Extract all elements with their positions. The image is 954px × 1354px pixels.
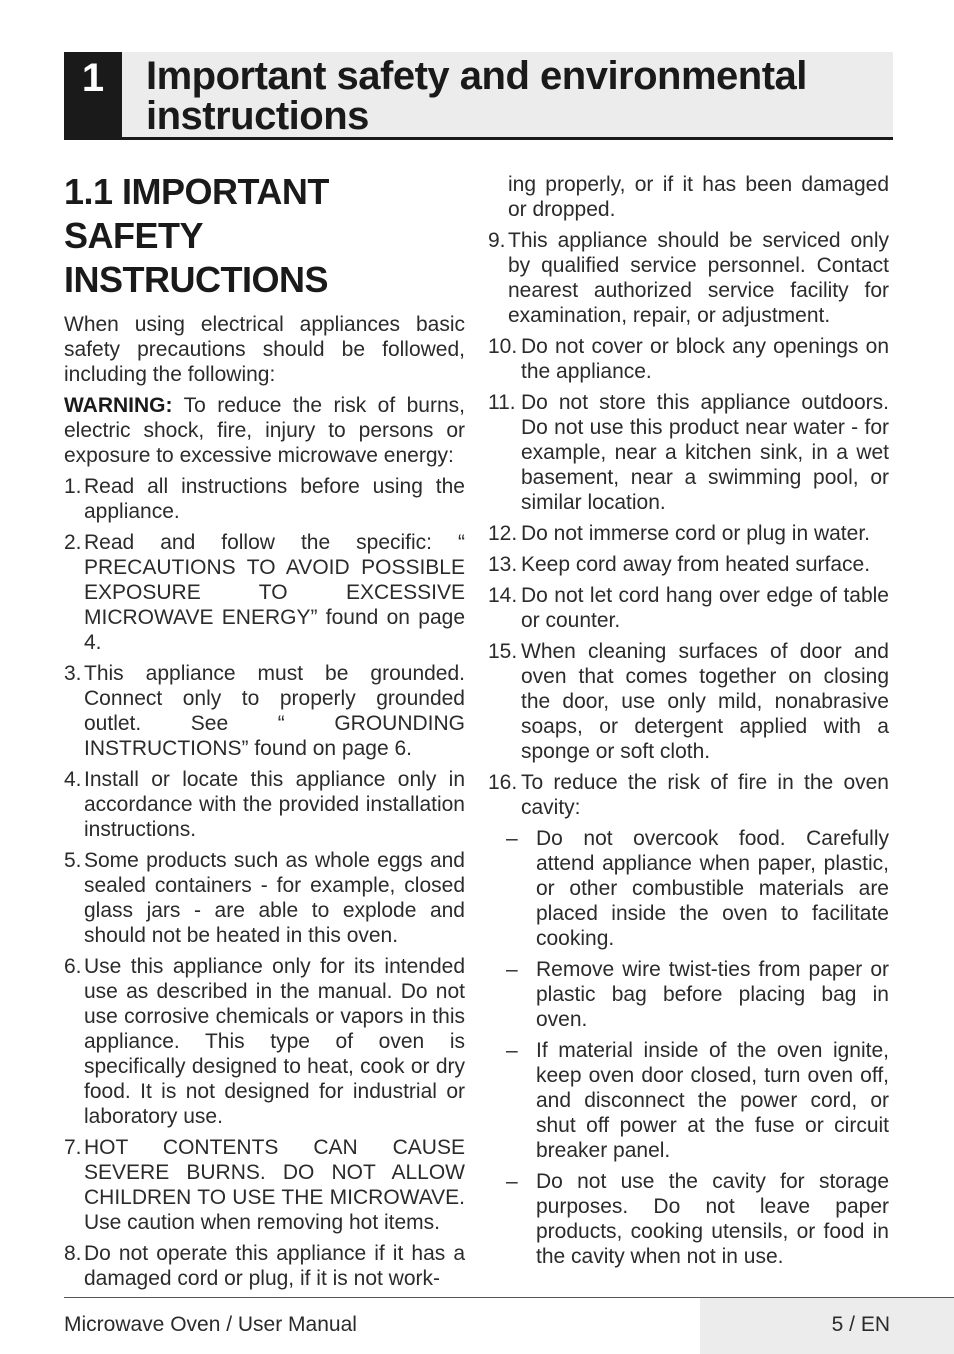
list-item xyxy=(488,334,889,384)
sub-list-item xyxy=(488,1038,889,1163)
item-text: When cleaning surfaces of door and oven that comes together on closing the door, use only mild, nonabrasive soaps, or detergent applied with a sponge or soft cloth. xyxy=(521,640,889,763)
chapter-title: Important safety and environmental instructions xyxy=(146,54,807,138)
item-text: Do not store this appliance outdoors. Do not use this product near water - for example, near a kitchen sink, in a wet basement, near a swimming pool, or similar location. xyxy=(521,391,889,514)
chapter-header xyxy=(64,52,893,140)
item-text: Do not operate this appliance if it has a damaged cord or plug, if it is not work- xyxy=(84,1242,465,1290)
footer-page-box xyxy=(700,1298,954,1354)
warning-paragraph xyxy=(64,393,465,468)
item-number: 7. xyxy=(64,1136,82,1159)
list-item xyxy=(64,767,465,842)
item-number: 2. xyxy=(64,531,82,554)
dash-bullet: – xyxy=(506,827,518,850)
sub-item-text: Do not use the cavity for storage purposes. Do not leave paper products, cooking utensils, or food in the cavity when not in use. xyxy=(536,1170,889,1268)
item-number: 6. xyxy=(64,955,82,978)
sub-list-item xyxy=(488,826,889,951)
footer-title: Microwave Oven / User Manual xyxy=(64,1313,357,1336)
dash-bullet: – xyxy=(506,1039,518,1062)
list-item xyxy=(64,661,465,761)
item-text: Read all instructions before using the appliance. xyxy=(84,475,465,523)
list-item xyxy=(488,770,889,820)
chapter-number: 1 xyxy=(64,52,122,137)
list-item xyxy=(488,521,889,546)
item-text: Use this appliance only for its intended use as described in the manual. Do not use corrosive chemicals or vapors in this appliance. This type of oven is specifically designed to heat, cook or dry food. It is not designed for industrial or laboratory use. xyxy=(84,955,465,1128)
sub-list-item xyxy=(488,1169,889,1269)
item-text: Install or locate this appliance only in accordance with the provided installation instructions. xyxy=(84,768,465,841)
item-number: 4. xyxy=(64,768,82,791)
list-item xyxy=(488,228,889,328)
sub-list xyxy=(488,826,889,1269)
item-number: 11. xyxy=(488,391,516,414)
item-text: To reduce the risk of fire in the oven cavity: xyxy=(521,771,889,819)
safety-list-continued xyxy=(488,228,889,820)
list-item xyxy=(488,639,889,764)
item-number: 5. xyxy=(64,849,82,872)
item-number: 1. xyxy=(64,475,82,498)
item-number: 3. xyxy=(64,662,82,685)
item-text: This appliance should be serviced only by qualified service personnel. Contact nearest authorized service facility for examination, repair, or adjustment. xyxy=(508,229,889,327)
left-column xyxy=(64,170,465,1297)
list-item xyxy=(64,1241,465,1291)
item-number: 16. xyxy=(488,771,518,794)
list-item xyxy=(64,1135,465,1235)
item-text: Read and follow the specific: “ PRECAUTIONS TO AVOID POSSIBLE EXPOSURE TO EXCESSIVE MICROWAVE ENERGY” found on page 4. xyxy=(84,531,465,654)
item-continuation: ing properly, or if it has been damaged or dropped. xyxy=(508,173,889,221)
list-item xyxy=(64,848,465,948)
sub-list-item xyxy=(488,957,889,1032)
item-text: HOT CONTENTS CAN CAUSE SEVERE BURNS. DO NOT ALLOW CHILDREN TO USE THE MICROWAVE. Use caution when removing hot items. xyxy=(84,1136,465,1234)
item-number: 10. xyxy=(488,335,518,358)
sub-item-text: If material inside of the oven ignite, keep oven door closed, turn oven off, and disconnect the power cord, or shut off power at the fuse or circuit breaker panel. xyxy=(536,1039,889,1162)
item-text: Some products such as whole eggs and sealed containers - for example, closed glass jars - are able to explode and should not be heated in this oven. xyxy=(84,849,465,947)
list-item xyxy=(488,390,889,515)
safety-list xyxy=(64,474,465,1291)
item-number: 9. xyxy=(488,229,506,252)
warning-text: To reduce the risk of burns, electric shock, fire, injury to persons or exposure to excessive microwave energy: xyxy=(64,394,465,467)
intro-paragraph: When using electrical appliances basic safety precautions should be followed, including the following: xyxy=(64,313,465,386)
list-item xyxy=(64,954,465,1129)
list-item xyxy=(488,583,889,633)
dash-bullet: – xyxy=(506,1170,518,1193)
item-number: 8. xyxy=(64,1242,82,1265)
item-number: 15. xyxy=(488,640,518,663)
dash-bullet: – xyxy=(506,958,518,981)
sub-item-text: Do not overcook food. Carefully attend appliance when paper, plastic, or other combustible materials are placed inside the oven to facilitate cooking. xyxy=(536,827,889,950)
item-text: Do not immerse cord or plug in water. xyxy=(521,522,870,545)
list-item xyxy=(64,530,465,655)
item-number: 14. xyxy=(488,584,518,607)
item-number: 13. xyxy=(488,553,518,576)
section-title: 1.1 IMPORTANT SAFETY INSTRUCTIONS xyxy=(64,171,329,300)
sub-item-text: Remove wire twist-ties from paper or plastic bag before placing bag in oven. xyxy=(536,958,889,1031)
right-column xyxy=(488,172,889,1275)
item-number: 12. xyxy=(488,522,518,545)
list-item xyxy=(64,474,465,524)
warning-label: WARNING: xyxy=(64,394,173,417)
footer-page-number: 5 / EN xyxy=(831,1313,890,1336)
list-item xyxy=(488,552,889,577)
item-text: Do not cover or block any openings on the appliance. xyxy=(521,335,889,383)
item-text: Do not let cord hang over edge of table or counter. xyxy=(521,584,889,632)
item-text: Keep cord away from heated surface. xyxy=(521,553,871,576)
item-text: This appliance must be grounded. Connect only to properly grounded outlet. See “ GROUNDING INSTRUCTIONS” found on page 6. xyxy=(84,662,465,760)
